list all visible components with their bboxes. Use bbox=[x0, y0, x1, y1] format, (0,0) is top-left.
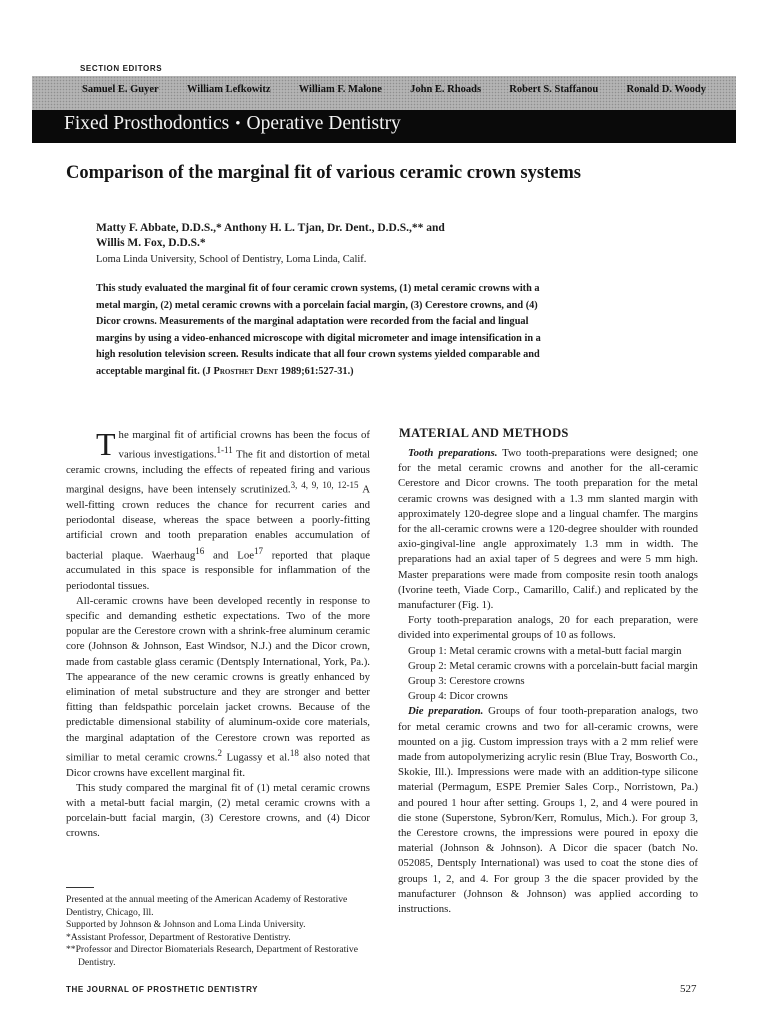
body-text: Two tooth-preparations were designed; one for the metal ceramic crowns and another for the all-ceramic Cerestore and Dicor crowns. The tooth preparation for the metal ceramic crowns was designed with a 1.3 mm slanted margin with approximately 120-degree slope and a lingual chamfer. The margins for the all-ceramic crowns were a 120-degree shoulder with rounded axio-gingival-line angle approximately 1.3 mm in width. The preparations had an axial taper of 5 degrees and were 5 mm high. Master preparations were made from composite resin tooth analogs (Ivorine teeth, Viade Corp., Camarillo, Calif.) and replicated by the manufacturer (Fig. 1). bbox=[398, 447, 699, 612]
reference-marker: 1-11 bbox=[216, 445, 233, 456]
footnote: *Assistant Professor, Department of Restorative Dentistry. bbox=[66, 931, 291, 943]
body-text: A well-fitting crown reduces the chance for recurrent caries and periodontal disease, whereas the space between a poorly-fitting artificial crown and tooth preparation enables accumulation of bacterial plaque. Waerhaug bbox=[66, 483, 371, 562]
group-item: Group 4: Dicor crowns bbox=[408, 690, 508, 703]
page-number: 527 bbox=[680, 983, 697, 995]
article-title: Comparison of the marginal fit of various ceramic crown systems bbox=[66, 163, 582, 183]
bullet-icon: • bbox=[235, 116, 241, 132]
authors bbox=[96, 221, 566, 251]
abstract-text: This study evaluated the marginal fit of four ceramic crown systems, (1) metal ceramic crowns with a metal margin, (2) metal ceramic crowns with a porcelain facial margin, (3) Cerestore crowns, and (4) Dicor crowns. Measurements of the marginal adaptation were recorded from the facial and lingual margins by using a video-enhanced microscope with digital micrometer and image intensification in a high resolution television screen. Results indicate that all four crown systems yielded comparable and acceptable marginal fit. (J bbox=[96, 283, 541, 377]
editor-name: John E. Rhoads bbox=[410, 84, 482, 95]
body-text: and Loe bbox=[204, 549, 255, 562]
footnote: Supported by Johnson & Johnson and Loma Linda University. bbox=[66, 919, 306, 931]
citation-journal: Prosthet Dent bbox=[213, 365, 279, 377]
left-column bbox=[66, 428, 370, 842]
drop-cap: T bbox=[96, 426, 116, 462]
group-item: Group 2: Metal ceramic crowns with a porcelain-butt facial margin bbox=[408, 659, 698, 672]
reference-marker: 3, 4, 9, 10, 12-15 bbox=[290, 480, 359, 491]
body-text: The fit and distortion of metal ceramic crowns, including the effects of repeated firing and various marginal designs, have been intensely scrutinized. bbox=[66, 448, 370, 496]
footnote: Presented at the annual meeting of the American Academy of Restorative Dentistry, Chicago, Ill. bbox=[66, 894, 348, 918]
body-paragraph bbox=[398, 446, 698, 613]
run-in-heading: Tooth preparations. bbox=[408, 447, 498, 459]
section-editors-label: SECTION EDITORS bbox=[80, 64, 163, 73]
body-text: also noted that Dicor crowns have excellent marginal fit. bbox=[66, 751, 370, 779]
citation-detail: 1989;61:527-31.) bbox=[278, 365, 354, 377]
body-paragraph: This study compared the marginal fit of (1) metal ceramic crowns with a metal-butt facial margin, (2) metal ceramic crowns with a porcelain-butt facial margin, (3) Cerestore crowns, and (4) Dicor crowns. bbox=[66, 781, 370, 840]
footer-journal-name: THE JOURNAL OF PROSTHETIC DENTISTRY bbox=[66, 985, 259, 994]
authors-line: Willis M. Fox, D.D.S.* bbox=[96, 237, 206, 249]
run-in-heading: Die preparation. bbox=[408, 705, 484, 718]
body-text: Lugassy et al. bbox=[222, 751, 290, 764]
footnotes bbox=[66, 894, 370, 970]
editor-name: Samuel E. Guyer bbox=[82, 84, 159, 95]
editor-name: Ronald D. Woody bbox=[626, 84, 706, 95]
reference-marker: 2 bbox=[217, 747, 223, 758]
section-heading: MATERIAL AND METHODS bbox=[399, 426, 569, 440]
section-title-right: Operative Dentistry bbox=[246, 113, 401, 134]
group-item: Group 1: Metal ceramic crowns with a metal-butt facial margin bbox=[408, 644, 682, 657]
footnote-divider bbox=[66, 887, 94, 888]
body-paragraph bbox=[398, 704, 698, 917]
editor-name: Robert S. Staffanou bbox=[509, 84, 599, 95]
editors-list bbox=[82, 84, 706, 95]
reference-marker: 17 bbox=[254, 545, 264, 556]
section-title bbox=[64, 113, 401, 135]
intro-paragraph bbox=[66, 428, 370, 594]
editor-name: William F. Malone bbox=[298, 84, 382, 95]
body-text: Groups of four tooth-preparation analogs, two for metal ceramic crowns and two for all-ceramic crowns, were mounted on a jig. Custom impression trays with a 2 mm relief were made from autopolymerizing acrylic resin (Blue Tray, Bosworth Co., Skokie, Ill.). Impressions were made with an addition-type silicone material (Permagum, ESPE Premier Sales Corp., Norristown, Pa.) and poured 1 hour after setting. Groups 1, 2, and 4 were poured in die stone (Superstone, Sybron/Kerr, Romulus, Mich.). For group 3, the Cerestore crowns, the impressions were poured in epoxy die material (Johnson & Johnson). A Dicor die spacer (batch No. 052085, Dentsply International) was used to coat the stone dies of groups 1, 2, and 4. For group 3 the die spacer provided by the manufacturer (Johnson & Johnson) was applied according to instructions. bbox=[398, 705, 698, 916]
group-item: Group 3: Cerestore crowns bbox=[408, 675, 525, 688]
body-paragraph bbox=[66, 594, 370, 781]
body-text: All-ceramic crowns have been developed recently in response to specific and demanding esthetic expectations. Two of the more popular are the Cerestore crown with a shrink-free aluminum ceramic core (Johnson & Johnson, East Windsor, N.J.) and the Dicor crown, made from castable glass ceramic (Dentsply International, York, Pa.). The appearance of the new ceramic crowns is greatly enhanced by elimination of metal substructure and they are stronger and better fitting than feldspathic porcelain jacket crowns. Because of the predictable dimensional stability of aluminum-oxide core materials, the marginal adaptation of the Cerestore crown was reported as similiar to metal ceramic crowns. bbox=[66, 594, 370, 764]
body-paragraph: Forty tooth-preparation analogs, 20 for each preparation, were divided into experimental groups of 10 as follows. bbox=[398, 614, 698, 642]
affiliation: Loma Linda University, School of Dentistry, Loma Linda, Calif. bbox=[96, 254, 367, 265]
reference-marker: 16 bbox=[195, 545, 205, 556]
footnote: **Professor and Director Biomaterials Research, Department of Restorative Dentistry. bbox=[66, 944, 358, 968]
body-text: he marginal fit of artificial crowns has been the focus of various investigations. bbox=[118, 429, 370, 461]
right-column bbox=[398, 446, 698, 917]
body-text: reported that plaque accumulated in this space is responsible for inflammation of the periodontal tissues. bbox=[66, 549, 370, 592]
authors-line: Matty F. Abbate, D.D.S.,* Anthony H. L. Tjan, Dr. Dent., D.D.S.,** and bbox=[96, 222, 445, 234]
editor-name: William Lefkowitz bbox=[186, 84, 271, 95]
abstract bbox=[96, 281, 542, 381]
reference-marker: 18 bbox=[289, 747, 299, 758]
section-title-left: Fixed Prosthodontics bbox=[64, 113, 230, 134]
